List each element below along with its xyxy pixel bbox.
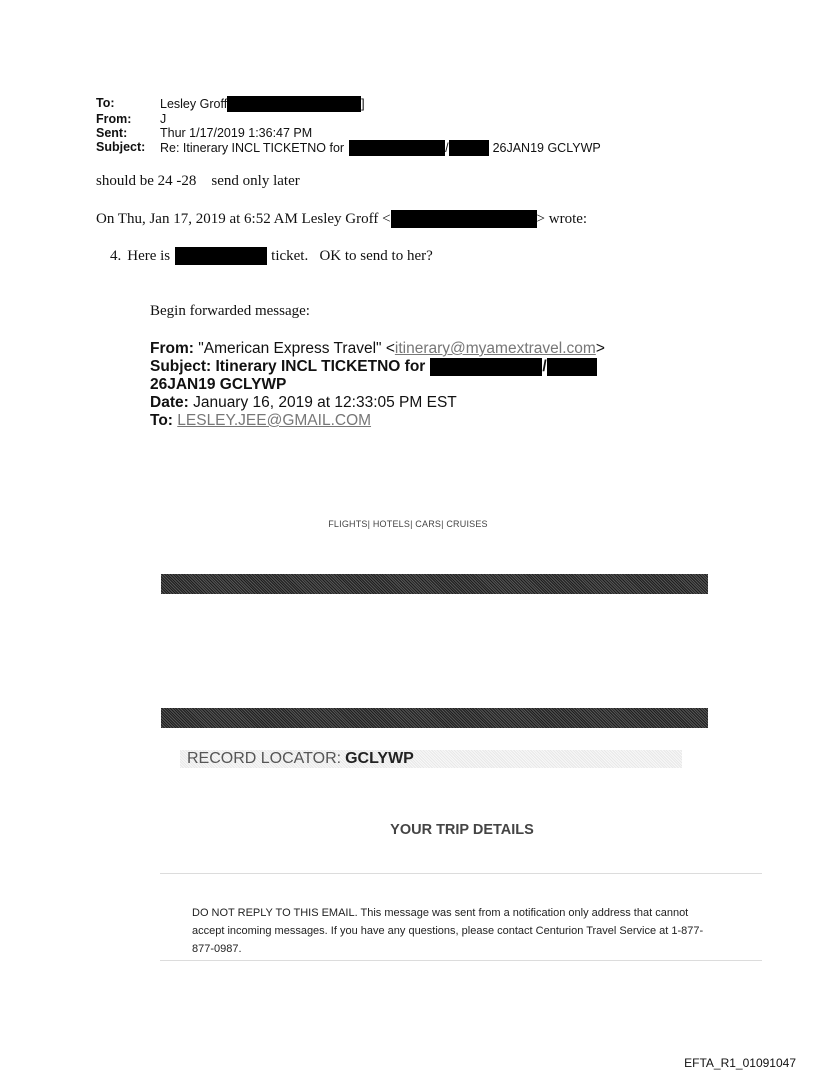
header-from-row	[96, 112, 601, 126]
fwd-from-label: From:	[150, 340, 194, 357]
fwd-date-row	[150, 394, 605, 412]
notice-text: DO NOT REPLY TO THIS EMAIL. This message was sent from a notification only address that cannot accept incoming messages. If you have any questions, please contact Centurion Travel Service at 1-877-877-0987.	[192, 907, 704, 955]
fwd-date-label: Date:	[150, 394, 189, 411]
quote-intro-prefix: On Thu, Jan 17, 2019 at 6:52 AM Lesley Groff <	[96, 210, 391, 227]
item-prefix: Here is	[127, 247, 171, 264]
fwd-from-value: "American Express Travel" <	[198, 340, 395, 357]
item-suffix: ticket. OK to send to her?	[271, 247, 433, 264]
subject-suffix: 26JAN19 GCLYWP	[492, 141, 601, 155]
document-id: EFTA_R1_01091047	[684, 1056, 796, 1070]
header-subject-row	[96, 140, 601, 156]
from-value: J	[160, 112, 167, 126]
fwd-from-close: >	[595, 340, 605, 357]
fwd-to-email-link[interactable]: LESLEY.JEE@GMAIL.COM	[177, 412, 372, 429]
sent-label: Sent:	[96, 126, 128, 140]
redaction-block	[175, 247, 267, 265]
subject-slash: /	[445, 141, 449, 155]
fwd-subject-line2	[150, 376, 605, 394]
redaction-band-bottom	[161, 708, 708, 728]
fwd-date-value: January 16, 2019 at 12:33:05 PM EST	[193, 394, 457, 411]
header-to-row	[96, 96, 601, 112]
fwd-from-row	[150, 340, 605, 358]
reply-line: should be 24 -28 send only later	[96, 173, 300, 189]
fwd-subject-value: Itinerary INCL TICKETNO for	[215, 358, 426, 375]
redaction-block	[227, 96, 361, 112]
to-label: To:	[96, 96, 115, 110]
trip-details-heading: YOUR TRIP DETAILS	[390, 822, 534, 838]
quote-intro	[96, 210, 587, 228]
divider	[160, 960, 762, 961]
redaction-block	[391, 210, 537, 228]
nav-links[interactable]: FLIGHTS| HOTELS| CARS| CRUISES	[328, 519, 488, 529]
fwd-subject-slash: /	[542, 358, 547, 375]
fwd-from-email-link[interactable]: itinerary@myamextravel.com	[394, 340, 596, 357]
quote-intro-suffix: > wrote:	[536, 210, 588, 227]
record-locator-value: GCLYWP	[345, 750, 414, 767]
sent-value: Thur 1/17/2019 1:36:47 PM	[160, 126, 313, 140]
record-locator-label: RECORD LOCATOR:	[187, 750, 342, 767]
redaction-block	[349, 140, 445, 156]
subject-label: Subject:	[96, 140, 146, 154]
item-number: 4.	[110, 247, 122, 264]
subject-prefix: Re: Itinerary INCL TICKETNO for	[160, 141, 345, 155]
header-sent-row	[96, 126, 601, 140]
fwd-to-row	[150, 412, 605, 430]
redaction-block	[449, 140, 489, 156]
record-locator	[180, 750, 682, 768]
fwd-subject-line2-text: 26JAN19 GCLYWP	[150, 376, 287, 393]
redaction-block	[430, 358, 542, 376]
from-label: From:	[96, 112, 132, 126]
divider	[160, 873, 762, 874]
to-value: Lesley Groff	[160, 97, 228, 111]
begin-forwarded: Begin forwarded message:	[150, 303, 310, 319]
redaction-band-top	[161, 574, 708, 594]
fwd-to-label: To:	[150, 412, 173, 429]
to-suffix: ]	[361, 97, 365, 111]
fwd-subject-label: Subject:	[150, 358, 212, 375]
redaction-block	[547, 358, 597, 376]
forwarded-header	[150, 340, 605, 430]
fwd-subject-row	[150, 358, 605, 376]
email-header	[96, 96, 601, 156]
quoted-item	[110, 247, 433, 265]
